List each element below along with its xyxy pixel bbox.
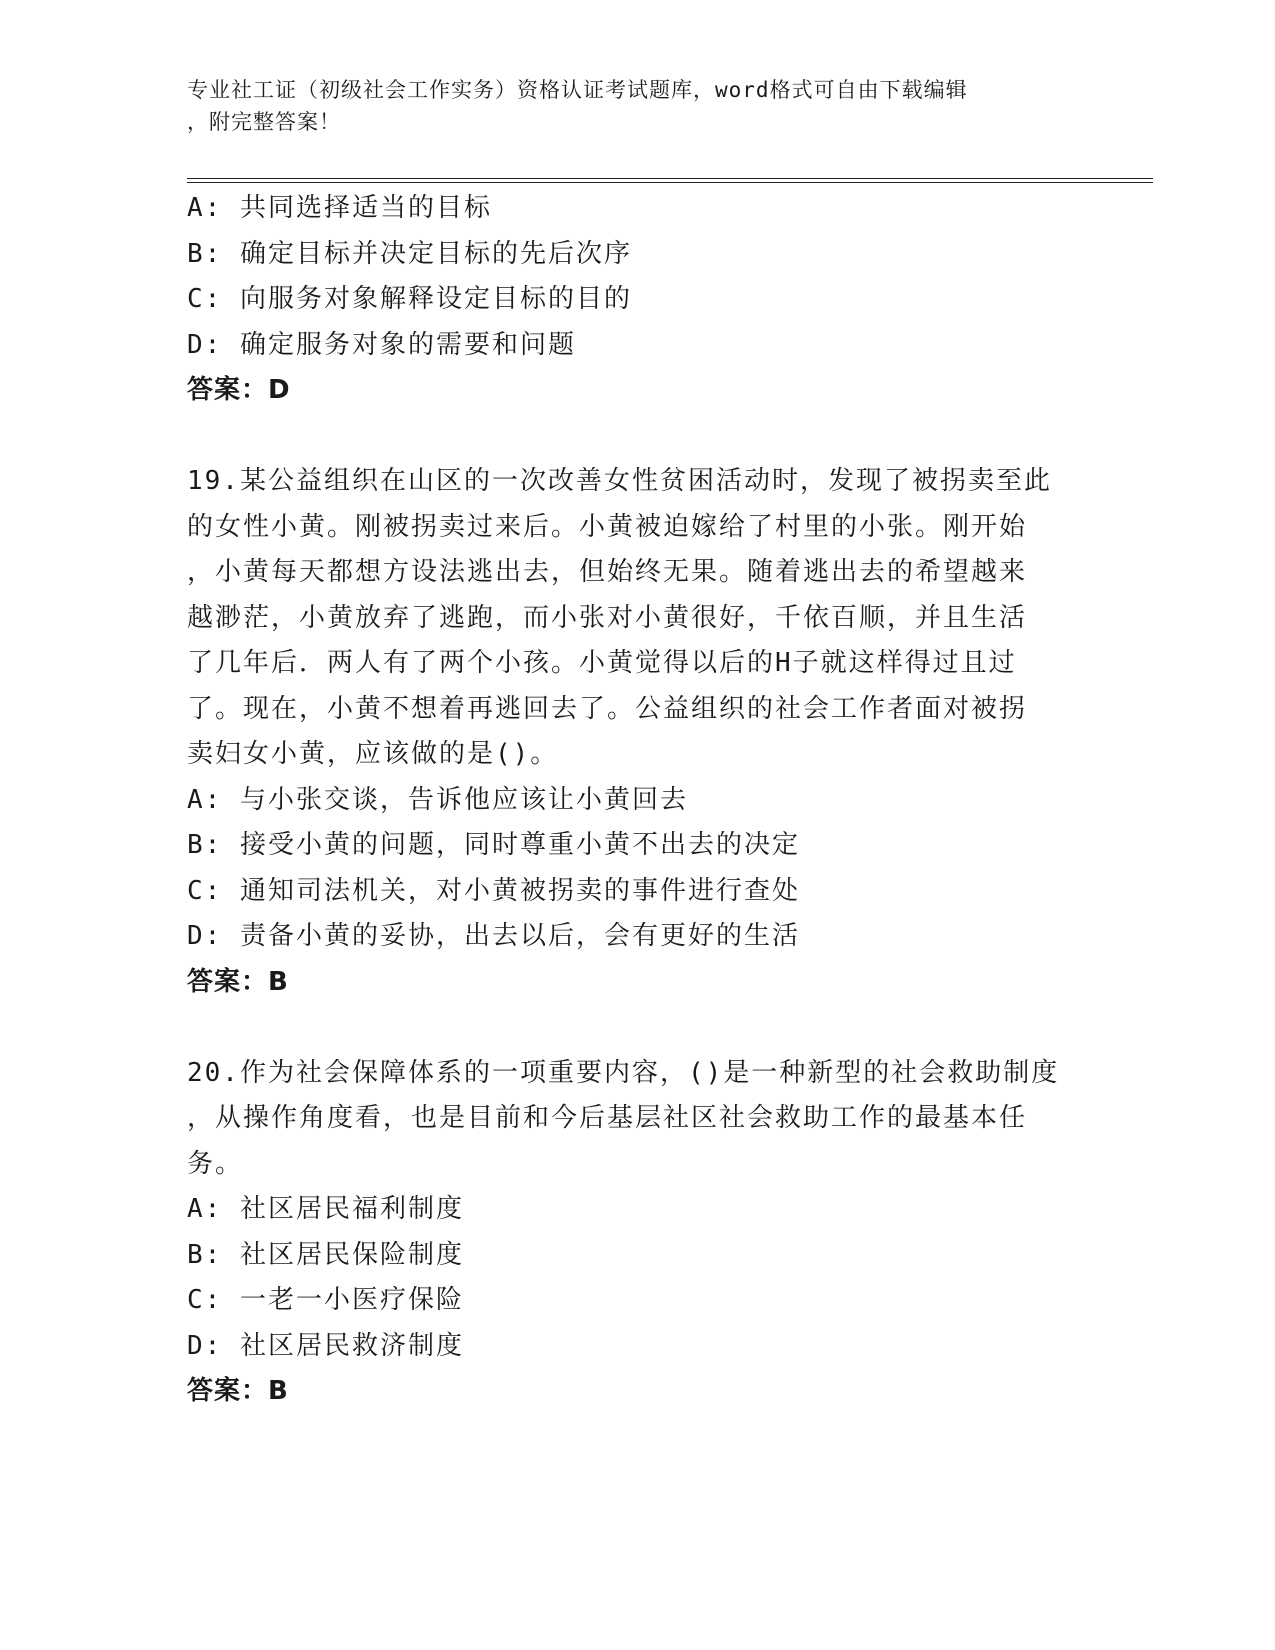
answer-line: 答案：B [187, 966, 289, 997]
question-stem-line: 越渺茫，小黄放弃了逃跑，而小张对小黄很好，千依百顺，并且生活 [187, 602, 1028, 633]
answer-line: 答案：B [187, 1376, 289, 1406]
page-body [187, 186, 1087, 1415]
answer-line: 答案：D [187, 375, 291, 405]
header-line: 专业社工证（初级社会工作实务）资格认证考试题库，word格式可自由下载编辑 [187, 78, 968, 102]
question-18-block [187, 186, 1087, 414]
question-stem-line: ，从操作角度看，也是目前和今后基层社区社会救助工作的最基本任 [187, 1103, 1028, 1133]
header-divider [187, 178, 1153, 183]
question-stem-line: 19.某公益组织在山区的一次改善女性贫困活动时，发现了被拐卖至此 [187, 466, 1052, 496]
option-b: B: 社区居民保险制度 [187, 1239, 464, 1270]
option-a: A: 与小张交谈，告诉他应该让小黄回去 [187, 784, 688, 815]
option-c: C: 一老一小医疗保险 [187, 1285, 464, 1315]
option-d: D: 责备小黄的妥协，出去以后，会有更好的生活 [187, 921, 800, 951]
question-stem-line: 了几年后．两人有了两个小孩。小黄觉得以后的H子就这样得过且过 [187, 648, 1017, 678]
question-stem-line: 卖妇女小黄，应该做的是()。 [187, 739, 559, 769]
option-d: D: 确定服务对象的需要和问题 [187, 329, 576, 360]
question-19-block [187, 459, 1087, 1005]
header-line: ，附完整答案！ [187, 110, 341, 134]
question-stem-line: 20.作为社会保障体系的一项重要内容，()是一种新型的社会救助制度 [187, 1057, 1060, 1088]
option-b: B: 确定目标并决定目标的先后次序 [187, 238, 632, 269]
option-c: C: 通知司法机关，对小黄被拐卖的事件进行查处 [187, 875, 800, 906]
question-stem-line: 了。现在，小黄不想着再逃回去了。公益组织的社会工作者面对被拐 [187, 693, 1028, 724]
question-stem-line: 的女性小黄。刚被拐卖过来后。小黄被迫嫁给了村里的小张。刚开始 [187, 511, 1028, 542]
option-a: A: 社区居民福利制度 [187, 1194, 464, 1224]
option-b: B: 接受小黄的问题，同时尊重小黄不出去的决定 [187, 830, 800, 860]
question-20-block [187, 1051, 1087, 1415]
option-d: D: 社区居民救济制度 [187, 1330, 464, 1361]
option-c: C: 向服务对象解释设定目标的目的 [187, 284, 632, 314]
option-a: A: 共同选择适当的目标 [187, 193, 492, 223]
question-stem-line: ，小黄每天都想方设法逃出去，但始终无果。随着逃出去的希望越来 [187, 557, 1028, 587]
page-header [187, 74, 1067, 138]
question-stem-line: 务。 [187, 1148, 244, 1179]
